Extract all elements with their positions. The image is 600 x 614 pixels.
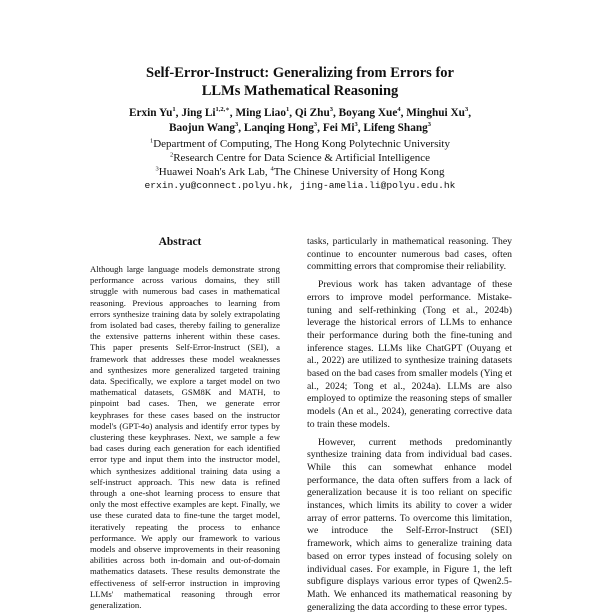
abstract-heading: Abstract xyxy=(158,236,202,248)
author-list xyxy=(0,106,600,135)
author-line-1: Erxin Yu$^1$, Jing $Li^{1,2,∗}$, Ming Liao$^1$, Qi Zhu$^3$, Boyang Xue$^4$, Minghui Xu$^3$, xyxy=(128,106,472,119)
author-name: Erxin Yu xyxy=(128,107,173,119)
author-name: Qi Zhu xyxy=(294,107,330,119)
author-name: Fei Mi xyxy=(322,121,355,134)
author-affil-mark: 3 xyxy=(313,120,318,128)
affiliation: $^1$Department of Computing, The Hong Kong Polytechnic University xyxy=(149,137,450,150)
author-name: Baojun Wang xyxy=(168,121,235,134)
author-affil-mark: 1 xyxy=(285,106,290,114)
affiliation: $^3$Huawei Noah's Ark Lab, $^4$The Chinese University of Hong Kong xyxy=(155,165,445,178)
right-column-body xyxy=(307,236,512,613)
body-paragraph: Previous work has taken advantage of these errors to improve model performance. Mistake-tuning and self-rethinking (Tong et al., 2024b) leverage the historical errors of LLMs to enhance their performance during both the fine-tuning and inference stages. LLMs like ChatGPT (Ouyang et al., 2022) are utilized to synthesize training datasets based on the bad cases from smaller models (Ying et al., 2024; Tong et al., 2024a). LLMs are also employed to optimize the reasoning steps of smaller models (An et al., 2024), generating corrective data to train these models. xyxy=(307,279,512,430)
author-name: Minghui Xu xyxy=(406,107,465,119)
affiliation: $^2$Research Centre for Data Science & Artificial Intelligence xyxy=(169,151,431,164)
title-line-2: LLMs Mathematical Reasoning xyxy=(201,83,399,99)
author-affil-mark: 3 xyxy=(464,106,469,114)
body-paragraph: tasks, particularly in mathematical reasoning. They continue to encounter numerous bad cases, often committing errors that compromise their reliability. xyxy=(307,236,512,273)
author-name: Lifeng Shang xyxy=(363,121,428,134)
abstract-text: Although large language models demonstrate strong performance across various domains, they still struggle with numerous bad cases in mathematical reasoning. Previous approaches to learning from errors synthesize training data by solely extrapolating from isolated bad cases, thereby failing to generalize the extensive patterns inherent within these cases. This paper presents Self-Error-Instruct (SEI), a framework that addresses these model weaknesses and synthesizes more generalized targeted training data. Specifically, we explore a target model on two mathematical datasets, GSM8K and MATH, to pinpoint bad cases. Then, we generate error keyphrases for these cases based on the instructor model's (GPT-4o) analysis and identify error types by clustering these keyphrases. Next, we sample a few bad cases during each generation for each identified error type and input them into the instructor model, which synthesizes additional training data using a self-instruct approach. This new data is refined through a one-shot learning process to ensure that only the most effective examples are kept. Finally, we use these curated data to fine-tune the target model, iteratively repeating the process to enhance performance. We apply our framework to various models and observe improvements in their reasoning abilities across both in-domain and out-of-domain mathematics datasets. These results demonstrate the effectiveness of self-error instruction in improving LLMs' mathematical reasoning through error generalization. xyxy=(90,264,280,611)
author-line-2: Baojun Wang$^3$, Lanqing Hong$^3$, Fei Mi$^3$, Lifeng Shang$^3$ xyxy=(168,120,432,134)
author-name: Boyang Xue xyxy=(338,107,398,119)
title-line-1: Self-Error-Instruct: Generalizing from Errors for xyxy=(146,65,454,81)
author-affil-mark: 3 xyxy=(427,120,432,128)
affiliations xyxy=(0,137,600,179)
author-name: Ming Liao xyxy=(235,107,286,119)
author-name: Lanqing Hong xyxy=(243,121,314,134)
author-affil-mark: 1 xyxy=(172,106,176,114)
author-affil-mark: 3 xyxy=(329,106,333,114)
author-name: Jing Li xyxy=(181,107,216,119)
author-affil-mark: 3 xyxy=(235,120,239,128)
author-affil-mark: 4 xyxy=(397,106,401,114)
paper-title xyxy=(0,64,600,100)
body-paragraph: However, current methods predominantly synthesize training data from individual bad cases. While this can somewhat enhance model performance, the data often suffers from a lack of generalization because it is too reliant on specific instances, which limits its ability to cover a wider array of error patterns. To overcome this limitation, we introduce the Self-Error-Instruct (SEI) framework, which aims to generalize training data based on error types instead of focusing solely on individual cases. For example, in Figure 1, the left subfigure displays various error types of Qwen2.5-Math. We enhanced its mathematical reasoning by generalizing the data according to these error types. xyxy=(307,436,512,613)
author-affil-mark: 3 xyxy=(354,120,358,128)
author-affil-mark: 1,2,∗ xyxy=(215,106,230,114)
author-emails: erxin.yu@connect.polyu.hk, jing-amelia.li@polyu.edu.hk xyxy=(144,180,456,191)
